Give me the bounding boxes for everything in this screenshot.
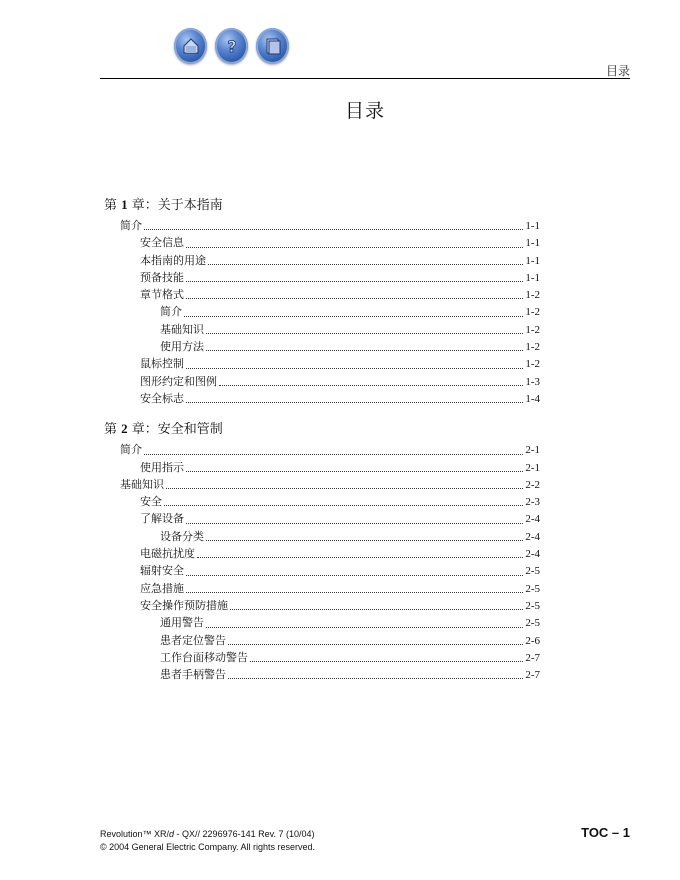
toc-entry[interactable] [104, 373, 540, 390]
toc-entry-page: 2-5 [525, 565, 540, 578]
toc-chapter [104, 196, 540, 407]
footer-document-info [100, 828, 315, 854]
navigation-icons [174, 28, 289, 64]
toc-entry-title: 使用方法 [160, 340, 204, 354]
dot-leader [186, 297, 523, 299]
dot-leader [206, 626, 523, 628]
toc-entry[interactable] [104, 632, 540, 649]
toc-entry-title: 简介 [160, 305, 182, 319]
dot-leader [186, 591, 523, 593]
toc-entry-title: 应急措施 [140, 581, 184, 595]
toc-entry-title: 了解设备 [140, 512, 184, 526]
toc-entry[interactable] [104, 252, 540, 269]
chapter-label-prefix: 第 [104, 422, 122, 438]
toc-entry-title: 本指南的用途 [140, 253, 206, 267]
toc-entry-page: 1-2 [525, 358, 540, 371]
dot-leader [197, 556, 523, 558]
chapter-title[interactable] [104, 196, 540, 214]
dot-leader [186, 574, 523, 576]
toc-entry-page: 2-1 [525, 461, 540, 474]
dot-leader [206, 349, 523, 351]
home-icon[interactable] [174, 28, 207, 64]
chapter-label-suffix: 章：关于本指南 [127, 198, 223, 213]
toc-entry-page: 1-2 [525, 323, 540, 336]
chapter-label-prefix: 第 [104, 198, 122, 213]
toc-entry[interactable] [104, 286, 540, 303]
toc-entry[interactable] [104, 528, 540, 545]
chapter-label-suffix: 章：安全和管制 [127, 422, 223, 438]
toc-entry-page: 1-2 [525, 306, 540, 319]
dot-leader [186, 401, 523, 403]
dot-leader [219, 384, 523, 386]
toc-entry-page: 2-6 [525, 634, 540, 647]
dot-leader [166, 487, 523, 489]
toc-entry-title: 患者定位警告 [160, 633, 226, 647]
dot-leader [144, 453, 523, 455]
page-title: 目录 [344, 100, 385, 122]
dot-leader [186, 246, 523, 248]
dot-leader [250, 660, 523, 662]
header-rule [100, 78, 630, 79]
header-section-label: 目录 [605, 64, 630, 78]
page-number: TOC – 1 [581, 825, 630, 840]
toc-entry-title: 鼠标控制 [140, 357, 184, 371]
toc-entry-title: 基础知识 [160, 322, 204, 336]
toc-entry-page: 1-2 [525, 341, 540, 354]
dot-leader [208, 263, 523, 265]
toc-entry[interactable] [104, 666, 540, 683]
chapter-title[interactable] [104, 420, 540, 438]
document-id-suffix: - QX// 2296976-141 Rev. 7 (10/04) [174, 829, 315, 839]
toc-entry[interactable] [104, 355, 540, 372]
toc-entry-title: 患者手柄警告 [160, 668, 226, 682]
toc-entry-page: 1-1 [525, 254, 540, 267]
toc-entry-page: 2-7 [525, 669, 540, 682]
document-icon[interactable] [256, 28, 289, 64]
toc-entry[interactable] [104, 493, 540, 510]
toc-entry-page: 2-3 [525, 496, 540, 509]
toc-entry-title: 安全操作预防措施 [140, 598, 228, 612]
dot-leader [186, 367, 523, 369]
document-id-italic: d [169, 829, 175, 839]
dot-leader [228, 677, 523, 679]
toc-entry[interactable] [104, 441, 540, 458]
toc-entry[interactable] [104, 234, 540, 251]
toc-entry[interactable] [104, 476, 540, 493]
toc-entry-page: 1-3 [525, 375, 540, 388]
toc-entry-title: 工作台面移动警告 [160, 650, 248, 664]
toc-entry-page: 2-5 [525, 582, 540, 595]
toc-entry-page: 2-4 [525, 548, 540, 561]
toc-entry-page: 2-4 [525, 530, 540, 543]
copyright: © 2004 General Electric Company. All rights reserved. [100, 842, 316, 852]
toc-entry-title: 简介 [120, 443, 142, 457]
toc-entry-page: 2-5 [525, 599, 540, 612]
toc-entry[interactable] [104, 545, 540, 562]
document-id-prefix: Revolution™ XR/ [100, 829, 170, 839]
toc-entry[interactable] [104, 217, 540, 234]
dot-leader [186, 280, 523, 282]
toc-entry[interactable] [104, 580, 540, 597]
toc-entry[interactable] [104, 390, 540, 407]
toc-entry[interactable] [104, 562, 540, 579]
toc-entry-title: 辐射安全 [140, 564, 184, 578]
toc-entry[interactable] [104, 614, 540, 631]
toc-entry[interactable] [104, 338, 540, 355]
toc-entry-title: 章节格式 [140, 288, 184, 302]
dot-leader [206, 539, 523, 541]
toc-entry-page: 2-4 [525, 513, 540, 526]
toc-entry-page: 2-1 [525, 444, 540, 457]
toc-entry[interactable] [104, 303, 540, 320]
table-of-contents [104, 196, 540, 696]
dot-leader [230, 608, 523, 610]
toc-entry[interactable] [104, 459, 540, 476]
toc-entry-title: 简介 [120, 219, 142, 232]
toc-entry-title: 基础知识 [120, 477, 164, 491]
toc-entry-page: 1-1 [525, 237, 540, 250]
dot-leader [144, 228, 523, 230]
toc-chapter [104, 420, 540, 683]
toc-entry-title: 图形约定和图例 [140, 374, 217, 388]
toc-entry-title: 安全 [140, 495, 162, 509]
toc-entry-title: 安全信息 [140, 236, 184, 250]
dot-leader [186, 470, 523, 472]
toc-entry-page: 2-5 [525, 617, 540, 630]
dot-leader [164, 504, 523, 506]
toc-entry-title: 设备分类 [160, 529, 204, 543]
help-icon[interactable] [215, 28, 248, 64]
dot-leader [206, 332, 523, 334]
toc-entry[interactable] [104, 649, 540, 666]
toc-entry[interactable] [104, 597, 540, 614]
toc-entry-page: 1-2 [525, 289, 540, 302]
toc-entry-page: 2-7 [525, 651, 540, 664]
dot-leader [184, 315, 523, 317]
toc-entry-title: 使用指示 [140, 460, 184, 474]
svg-text:?: ? [226, 37, 237, 56]
toc-entry[interactable] [104, 269, 540, 286]
toc-entry-page: 1-4 [525, 392, 540, 405]
toc-entry-page: 1-1 [525, 271, 540, 284]
toc-entry[interactable] [104, 321, 540, 338]
toc-entry-title: 安全标志 [140, 391, 184, 405]
dot-leader [186, 522, 523, 524]
toc-entry-title: 通用警告 [160, 616, 204, 630]
toc-entry[interactable] [104, 510, 540, 527]
toc-entry-page: 2-2 [525, 478, 540, 491]
document-id [100, 828, 315, 841]
toc-entry-title: 预备技能 [140, 270, 184, 284]
toc-entry-title: 电磁抗扰度 [140, 547, 195, 561]
chapter-number: 2 [121, 421, 128, 437]
toc-entry-page: 1-1 [525, 220, 540, 232]
chapter-number: 1 [121, 197, 128, 212]
dot-leader [228, 643, 523, 645]
